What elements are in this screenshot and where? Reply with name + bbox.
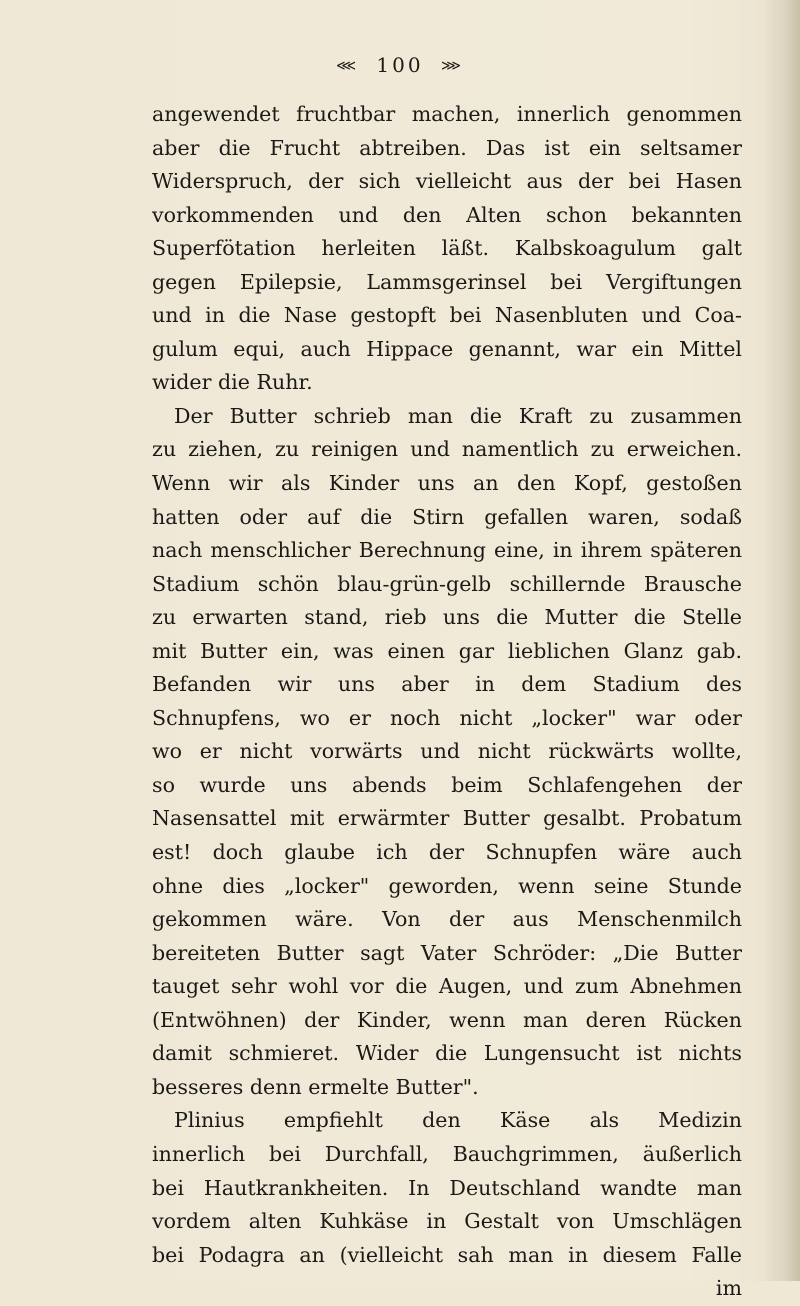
- text-line: gekommen wäre. Von der aus Menschenmilch: [152, 907, 742, 932]
- text-line: nach menschlicher Berechnung eine, in ihrem späteren: [152, 538, 742, 563]
- text-line: Nasensattel mit erwärmter Butter gesalbt. Probatum: [152, 806, 742, 831]
- text-line: vorkommenden und den Alten schon bekannten: [152, 202, 742, 227]
- text-line: gulum equi, auch Hippace genannt, war ein Mittel: [152, 336, 742, 361]
- text-line: Wenn wir als Kinder uns an den Kopf, gestoßen: [152, 471, 742, 496]
- text-line: Plinius empfiehlt den Käse als Medizin: [174, 1108, 742, 1133]
- catchword: im: [715, 1276, 742, 1301]
- text-line: bei Podagra an (vielleicht sah man in diesem Falle: [152, 1242, 742, 1267]
- text-line: Der Butter schrieb man die Kraft zu zusammen: [174, 403, 742, 428]
- text-line: ohne dies „locker" geworden, wenn seine Stunde: [152, 873, 742, 898]
- text-line: besseres denn ermelte Butter".: [152, 1074, 479, 1099]
- text-line: tauget sehr wohl vor die Augen, und zum Abnehmen: [152, 974, 742, 999]
- text-line: zu ziehen, zu reinigen und namentlich zu erweichen.: [152, 437, 742, 462]
- text-line: (Entwöhnen) der Kinder, wenn man deren Rücken: [152, 1007, 742, 1032]
- ornament-right-icon: ⋙: [440, 58, 464, 74]
- text-line: Schnupfens, wo er noch nicht „locker" war oder: [152, 705, 742, 730]
- text-line: und in die Nase gestopft bei Nasenbluten und Coa-: [152, 303, 742, 328]
- page-number: 100: [376, 53, 424, 77]
- text-line: so wurde uns abends beim Schlafengehen der: [152, 772, 742, 797]
- text-line: angewendet fruchtbar machen, innerlich genommen: [152, 102, 742, 126]
- text-line: vordem alten Kuhkäse in Gestalt von Umschlägen: [152, 1209, 742, 1234]
- text-line: bereiteten Butter sagt Vater Schröder: „Die Butter: [152, 940, 742, 965]
- text-line: est! doch glaube ich der Schnupfen wäre auch: [152, 840, 742, 865]
- text-line: Stadium schön blau-grün-gelb schillernde Brausche: [152, 571, 742, 596]
- text-line: Befanden wir uns aber in dem Stadium des: [152, 672, 742, 697]
- text-line: damit schmieret. Wider die Lungensucht ist nichts: [152, 1041, 742, 1066]
- ornament-left-icon: ⋘: [336, 58, 360, 74]
- text-line: wider die Ruhr.: [152, 370, 313, 395]
- text-line: hatten oder auf die Stirn gefallen waren, sodaß: [152, 504, 742, 529]
- text-line: mit Butter ein, was einen gar lieblichen Glanz gab.: [152, 638, 742, 663]
- text-line: Superfötation herleiten läßt. Kalbskoagulum galt: [152, 236, 742, 261]
- body-text: [152, 98, 742, 1306]
- text-line: Widerspruch, der sich vielleicht aus der bei Hasen: [152, 169, 742, 194]
- text-line: innerlich bei Durchfall, Bauchgrimmen, äußerlich: [152, 1141, 742, 1166]
- text-line: gegen Epilepsie, Lammsgerinsel bei Vergiftungen: [152, 269, 742, 294]
- text-line: aber die Frucht abtreiben. Das ist ein seltsamer: [152, 135, 742, 160]
- page-header: [0, 53, 800, 77]
- page-edge: [764, 0, 800, 1281]
- text-line: wo er nicht vorwärts und nicht rückwärts wollte,: [152, 739, 742, 764]
- text-line: bei Hautkrankheiten. In Deutschland wandte man: [152, 1175, 742, 1200]
- text-line: zu erwarten stand, rieb uns die Mutter die Stelle: [152, 605, 742, 630]
